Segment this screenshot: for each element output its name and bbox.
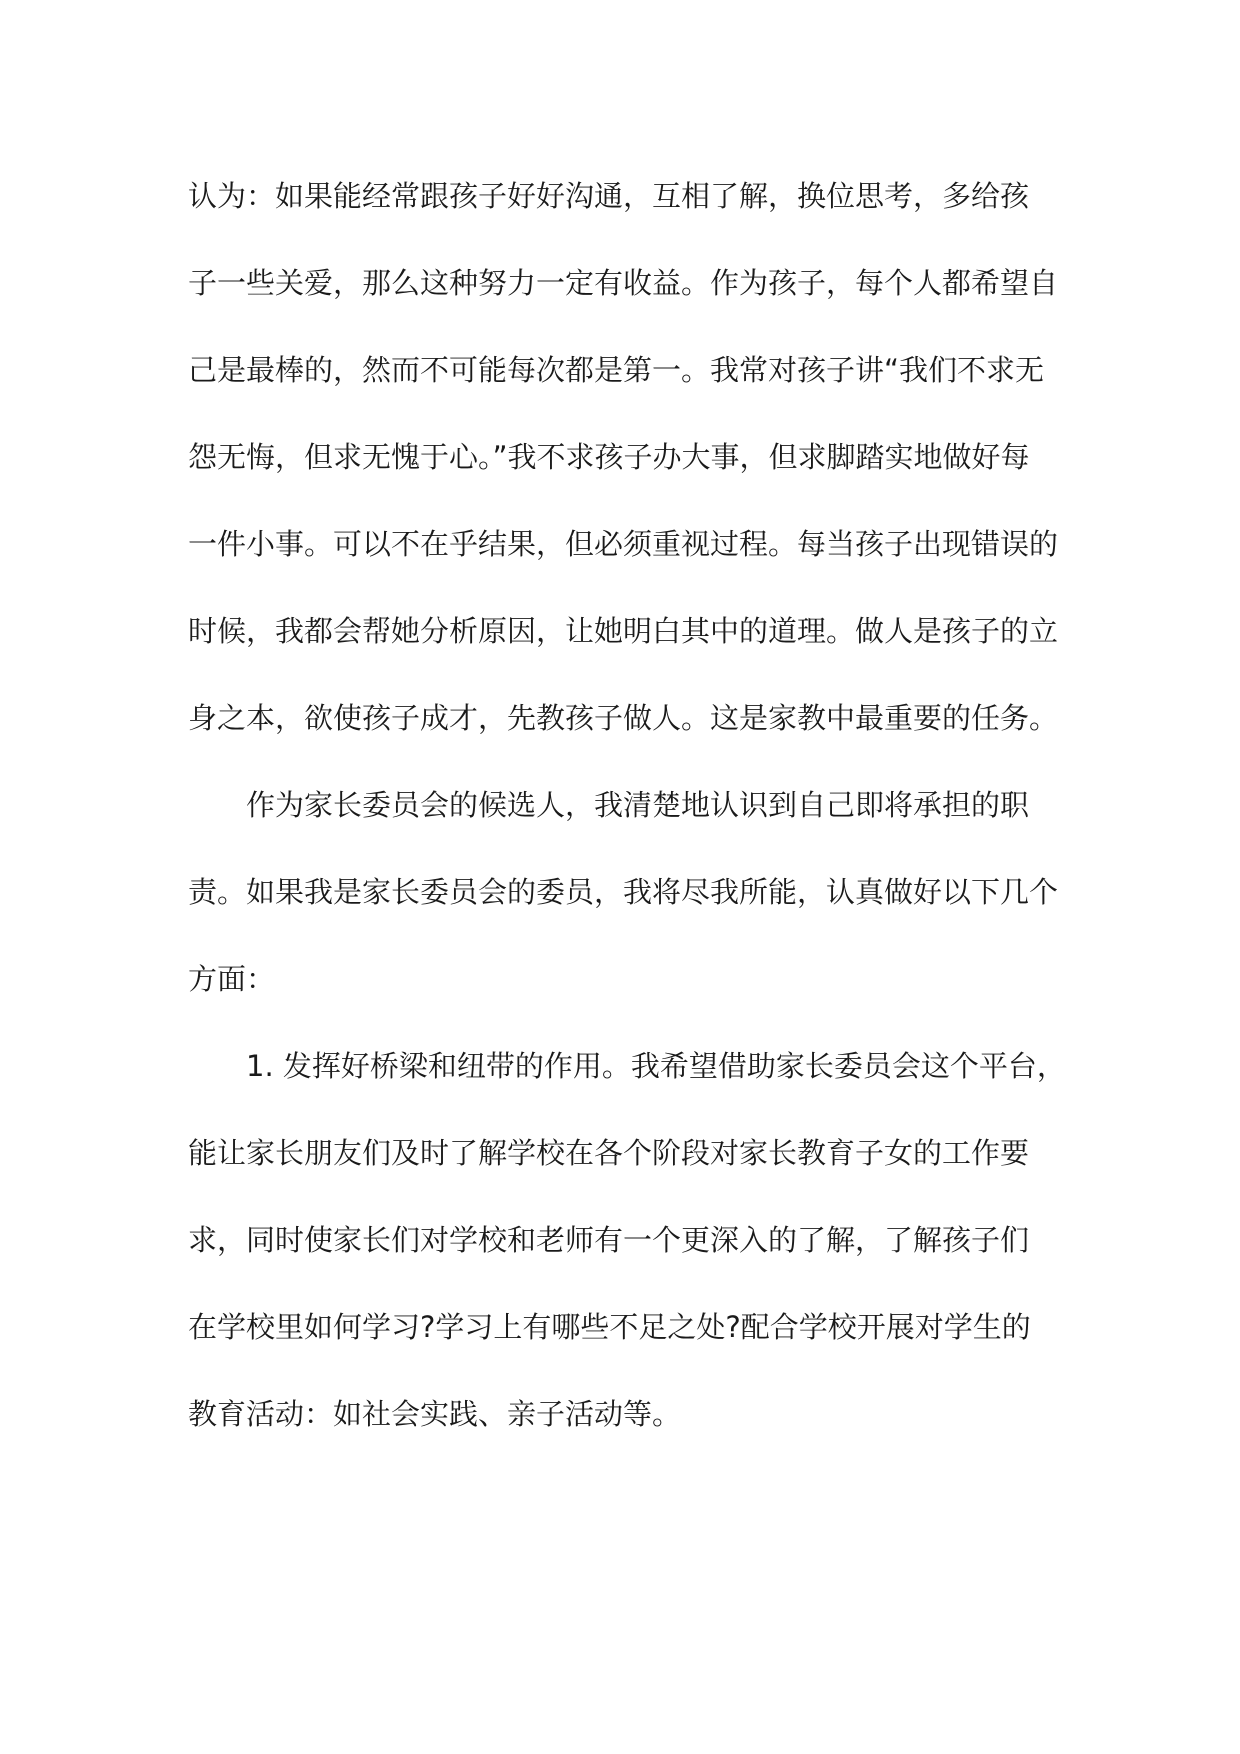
text-line-12: 能让家长朋友们及时了解学校在各个阶段对家长教育子女的工作要 <box>188 1136 1030 1170</box>
text-line-5: 一件小事。可以不在乎结果，但必须重视过程。每当孩子出现错误的 <box>188 527 1059 561</box>
text-line-10: 方面： <box>188 962 276 996</box>
text-line-14: 在学校里如何学习?学习上有哪些不足之处?配合学校开展对学生的 <box>188 1310 1031 1344</box>
text-line-15: 教育活动：如社会实践、亲子活动等。 <box>188 1397 682 1431</box>
text-line-1: 认为：如果能经常跟孩子好好沟通，互相了解，换位思考，多给孩 <box>188 179 1030 213</box>
text-line-4: 怨无悔，但求无愧于心。”我不求孩子办大事，但求脚踏实地做好每 <box>188 440 1030 474</box>
text-line-13: 求，同时使家长们对学校和老师有一个更深入的了解，了解孩子们 <box>188 1223 1030 1257</box>
text-line-9: 责。如果我是家长委员会的委员，我将尽我所能，认真做好以下几个 <box>188 875 1059 909</box>
text-line-11: 1. 发挥好桥梁和纽带的作用。我希望借助家长委员会这个平台， <box>246 1049 1066 1083</box>
text-line-3: 己是最棒的，然而不可能每次都是第一。我常对孩子讲“我们不求无 <box>188 353 1045 387</box>
text-line-7: 身之本，欲使孩子成才，先教孩子做人。这是家教中最重要的任务。 <box>188 701 1059 735</box>
text-line-6: 时候，我都会帮她分析原因，让她明白其中的道理。做人是孩子的立 <box>188 614 1059 648</box>
text-line-2: 子一些关爱，那么这种努力一定有收益。作为孩子，每个人都希望自 <box>188 266 1059 300</box>
text-line-8: 作为家长委员会的候选人，我清楚地认识到自己即将承担的职 <box>246 788 1030 822</box>
